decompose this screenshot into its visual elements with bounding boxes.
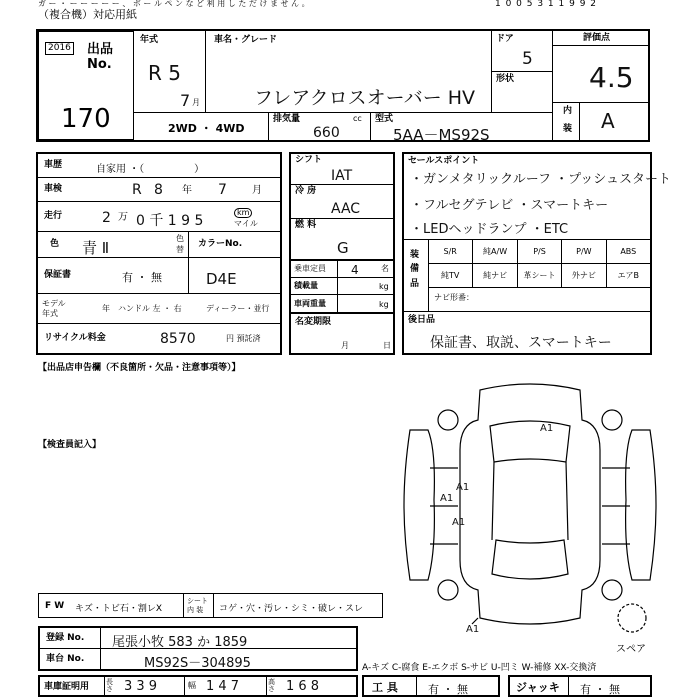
name-change-unit: 月 [341,341,349,350]
year-model-label: 年式 [140,35,159,45]
name-change-label: 名変期限 [295,317,332,327]
model-year-dealer: ディーラー・並行 [206,304,270,313]
header-subtitle: （複合機）対応用紙 [38,8,137,21]
exhibitor-notes-label: 【出品店申告欄（不良箇所・欠品・注意事項等）】 [38,363,241,373]
tools-options: 有 ・ 無 [428,683,468,696]
interior-cell [553,103,648,140]
capacity-label: 乗車定員 [294,264,326,273]
equipment-item: エアB [606,264,650,288]
equipment-label: 装備品 [410,250,420,289]
inspection-row [38,178,280,202]
inspection-year: 8 [154,182,163,198]
sales-points-line-2: ・フルセグテレビ ・スマートキー [410,198,609,213]
history-row [38,154,280,178]
ac-value: AAC [331,201,361,217]
displacement-value: 660 [313,125,340,141]
lot-box [38,31,134,140]
year-model-cell [134,31,206,113]
rating-label: 評価点 [583,33,611,43]
legend-seat-label: シート 内 装 [187,597,208,615]
recycle-label: リサイクル料金 [44,333,106,343]
windshield-shape [490,421,570,462]
year-model-month-unit: 月 [192,98,200,107]
equipment-item: 革シート [517,264,561,288]
equipment-navi-label: ナビ形番： [434,293,474,302]
shift-value: IAT [331,168,353,184]
spare-label: スペア [616,644,646,655]
capacity-unit: 名 [381,264,389,273]
damage-mark: A1 [440,493,454,504]
dimensions-length: 3 3 9 [124,679,158,694]
inspection-month-unit: 月 [252,185,262,196]
load-unit: kg [379,282,389,291]
shift-label: シフト [295,155,323,165]
equipment-item: S/R [443,247,457,256]
car-damage-diagram [400,380,660,650]
lot-label: 出品 No. [87,42,114,72]
warranty-options: 有 ・ 無 [122,271,162,284]
year-model-year: R 5 [148,61,181,85]
mileage-row [38,202,280,232]
weight-cell [291,295,393,314]
inspection-label: 車検 [44,184,63,194]
model-year-handle: ハンドル 左 ・ 右 [118,304,182,313]
equipment-cell [404,240,650,312]
rating-value: 4.5 [589,61,634,94]
dimensions-label: 車庫証明用 [44,682,90,692]
header-number: 1 0 0 5 3 1 1 9 9 2 [495,0,598,9]
shape-label: 形状 [496,74,515,84]
mileage-man-unit: 万 [118,212,128,223]
rating-cell [553,31,648,103]
equipment-item: 純TV [441,271,460,280]
chassis-label: 車台 No. [46,654,85,664]
interior-value: A [601,109,615,133]
jack-options: 有 ・ 無 [580,683,620,696]
capacity-value: 4 [351,263,359,277]
jack-label: ジャッキ [516,681,560,694]
damage-mark: A1 [540,423,554,434]
model-year-year: 年 [102,304,110,313]
jack-box [508,675,652,697]
weight-unit: kg [379,300,389,309]
color-row [38,232,280,258]
recycle-row [38,324,280,353]
registration-value: 尾張小牧 583 か 1859 [112,635,248,650]
equipment-item: P/W [561,240,605,264]
damage-mark: A1 [466,624,480,635]
header-notice: ガ ー ・ ー ー ー ー ー 、 ボ ー ル ペ ン な ど 利 用 し た だ け ま せ ん 。 [38,0,310,8]
lot-number: 170 [61,104,111,134]
dimensions-width: 1 4 7 [206,679,240,694]
chassis-value: MS92S－304895 [144,656,251,671]
model-type-label: 型式 [375,114,394,124]
equipment-row-1 [428,240,650,264]
dimensions-height-label: 高さ [268,678,275,693]
sales-points-line-1: ・ガンメタリックルーフ ・プッシュスタート [410,172,672,187]
later-items-cell [404,312,650,353]
tools-box [362,675,500,697]
registration-row [40,628,356,649]
color-label: 色 [50,239,60,249]
later-items-label: 後日品 [408,315,436,325]
damage-mark: A1 [456,482,470,493]
model-type-cell [371,113,553,144]
name-change-cell [291,314,393,353]
recycle-value: 8570 [160,331,196,347]
legend-codes: A-キズ C-腐食 E-エクボ S-サビ U-凹ミ W-補修 XX-交換済 [362,663,597,673]
car-name-cell [206,31,492,113]
fuel-value: G [337,239,349,257]
dimensions-length-label: 長さ [106,678,113,693]
displacement-unit: cc [353,114,362,123]
warranty-label: 保証書 [44,270,72,280]
dimensions-row [38,675,358,697]
sales-points-line-3: ・LEDヘッドランプ ・ETC [410,222,569,237]
mileage-unit-km: km [234,208,252,218]
ac-cell [291,185,393,219]
weight-label: 車両重量 [294,299,326,308]
drive-cell [134,113,269,140]
dimensions-width-label: 幅 [188,681,196,690]
model-type-value: 5AA－MS92S [393,126,490,144]
later-items-value: 保証書、取説、スマートキー [430,335,612,351]
equipment-item: 純A/W [472,240,516,264]
equipment-item: ABS [606,240,650,264]
load-label: 積載量 [294,281,318,290]
drive-label: 2WD ・ 4WD [168,122,245,135]
registration-label: 登録 No. [46,633,85,643]
fuel-label: 燃 料 [295,220,317,230]
color-no-label: カラーNo. [198,239,243,249]
recycle-unit: 円 預託済 [226,334,261,343]
mileage-man: 2 [102,210,111,226]
legend-seat-desc: コゲ・穴・汚レ・シミ・破レ・スレ [219,604,364,614]
car-top-outline [460,384,600,624]
ac-label: 冷 房 [295,186,317,196]
history-label: 車歴 [44,160,63,170]
left-side-outline [404,430,434,580]
model-year-row [38,294,280,324]
inspection-month: 7 [218,182,227,198]
rear-window-shape [492,540,568,579]
right-info-block [402,152,672,355]
color-sublabel-1: 色 [176,234,184,243]
spare-tire-icon [618,604,646,632]
warranty-row [38,258,280,294]
interior-label-top: 内 [563,106,573,116]
fuel-cell [291,219,393,261]
inspection-year-unit: 年 [182,185,192,196]
color-value: 青 Ⅱ [82,239,110,257]
equipment-item: 純ナビ [472,264,516,288]
capacity-cell [291,261,393,278]
chassis-row [40,649,356,669]
wheel-front-left [438,410,458,430]
legend-fw: F W [45,601,65,611]
model-year-label-1: モデル [42,299,66,308]
damage-mark: A1 [452,517,466,528]
mileage-unit-mile: マイル [234,219,258,228]
equipment-item: 外ナビ [561,264,605,288]
displacement-label: 排気量 [273,114,301,124]
mileage-rest: 0 千 1 9 5 [136,213,204,229]
color-no-value: D4E [206,270,237,288]
model-year-label-2: 年式 [42,309,58,318]
center-info-block [289,152,395,355]
car-name-label: 車名・グレード [214,35,278,45]
color-sublabel-2: 替 [176,245,184,254]
right-side-outline [626,430,656,580]
wheel-rear-left [438,580,458,600]
shift-cell [291,154,393,185]
registration-block [38,626,358,671]
legend-fw-desc: キズ・トビ石・割レX [75,604,162,614]
car-name-value: フレアクロスオーバー HV [254,87,476,109]
load-cell [291,278,393,295]
equipment-item: P/S [517,240,561,264]
year-stamp: 2016 [45,42,74,55]
equipment-row-2 [428,264,650,288]
sales-points-label: セールスポイント [408,156,480,166]
sales-points-cell [404,154,672,240]
doors-value: 5 [522,49,533,69]
mileage-label: 走行 [44,211,63,221]
doors-label: ドア [496,34,514,44]
interior-label-bottom: 装 [563,124,573,134]
tools-label: 工 具 [372,681,398,694]
wheel-rear-right [602,580,622,600]
year-model-month: 7 [180,91,191,110]
door-cell [492,31,553,113]
dimensions-height: 1 6 8 [286,679,320,694]
history-options: 自家用 ・（ ） [96,164,205,175]
wheel-front-right [602,410,622,430]
inspection-era: R [132,182,142,198]
legend-row [38,593,383,618]
displacement-cell [269,113,371,140]
inspector-notes-label: 【検査員記入】 [38,440,102,450]
name-change-unit-2: 日 [383,341,391,350]
